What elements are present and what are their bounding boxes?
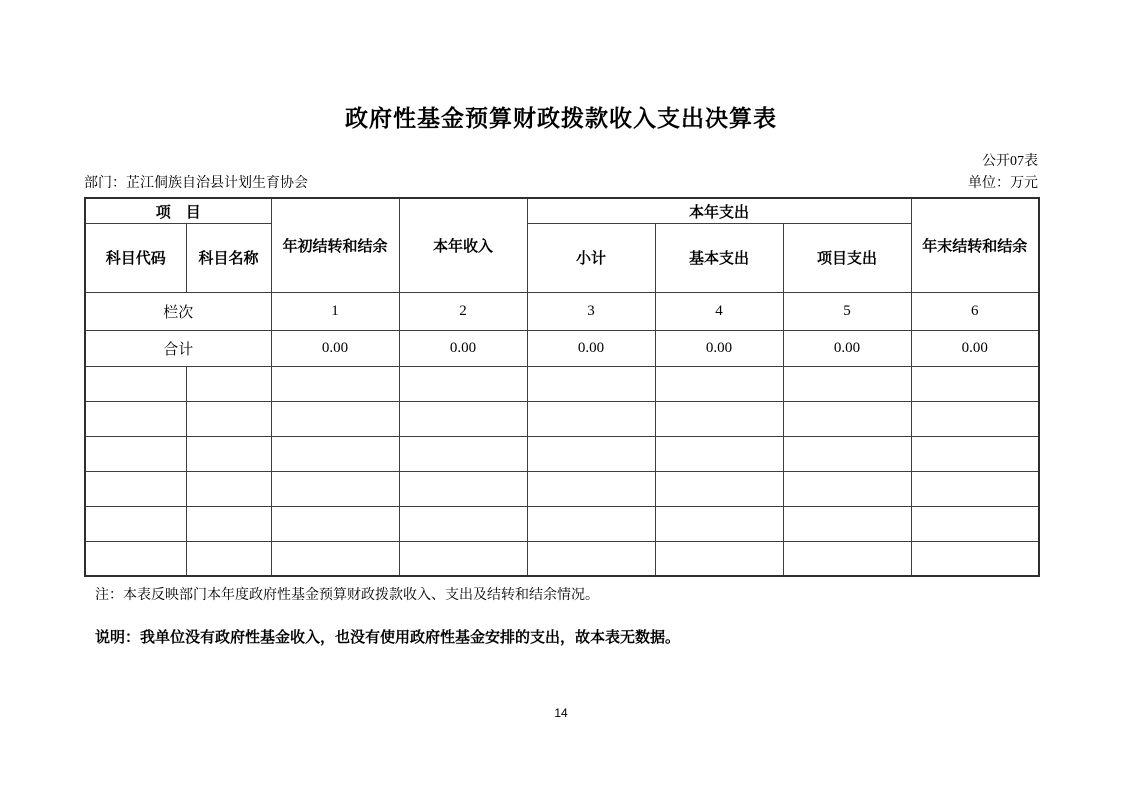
page-number: 14 bbox=[554, 705, 568, 720]
total-label: 合计 bbox=[85, 330, 271, 366]
header-ending-balance: 年末结转和结余 bbox=[911, 198, 1039, 292]
unit-line bbox=[968, 176, 1038, 193]
department-label: 部门： bbox=[84, 175, 126, 191]
empty-table-row bbox=[85, 401, 1039, 436]
header-current-year-expenditure: 本年支出 bbox=[527, 198, 911, 223]
empty-table-row bbox=[85, 436, 1039, 471]
empty-table-row bbox=[85, 506, 1039, 541]
statement-note: 说明：我单位没有政府性基金收入，也没有使用政府性基金安排的支出，故本表无数据。 bbox=[95, 628, 681, 646]
total-value-6: 0.00 bbox=[911, 330, 1039, 366]
total-value-2: 0.00 bbox=[399, 330, 527, 366]
department-line bbox=[84, 176, 308, 193]
column-index-5: 5 bbox=[783, 292, 911, 330]
department-value: 芷江侗族自治县计划生育协会 bbox=[126, 175, 308, 191]
total-value-5: 0.00 bbox=[783, 330, 911, 366]
column-index-row bbox=[85, 292, 1039, 330]
column-index-2: 2 bbox=[399, 292, 527, 330]
budget-table bbox=[84, 197, 1040, 577]
header-current-year-income: 本年收入 bbox=[399, 198, 527, 292]
header-item-group: 项 目 bbox=[85, 198, 271, 223]
table-code: 公开07表 bbox=[982, 153, 1038, 169]
empty-table-row bbox=[85, 366, 1039, 401]
column-index-1: 1 bbox=[271, 292, 399, 330]
header-row-2 bbox=[85, 223, 1039, 292]
total-value-1: 0.00 bbox=[271, 330, 399, 366]
total-value-3: 0.00 bbox=[527, 330, 655, 366]
column-index-4: 4 bbox=[655, 292, 783, 330]
table-note: 注：本表反映部门本年度政府性基金预算财政拨款收入、支出及结转和结余情况。 bbox=[95, 588, 599, 604]
total-row bbox=[85, 330, 1039, 366]
total-value-4: 0.00 bbox=[655, 330, 783, 366]
header-subtotal: 小计 bbox=[527, 223, 655, 292]
column-index-label: 栏次 bbox=[85, 292, 271, 330]
header-subject-code: 科目代码 bbox=[85, 223, 186, 292]
column-index-6: 6 bbox=[911, 292, 1039, 330]
header-subject-name: 科目名称 bbox=[186, 223, 271, 292]
unit-value: 万元 bbox=[1010, 175, 1038, 191]
column-index-3: 3 bbox=[527, 292, 655, 330]
header-basic-expenditure: 基本支出 bbox=[655, 223, 783, 292]
page-title: 政府性基金预算财政拨款收入支出决算表 bbox=[345, 105, 777, 131]
empty-table-row bbox=[85, 471, 1039, 506]
empty-table-row bbox=[85, 541, 1039, 576]
header-beginning-balance: 年初结转和结余 bbox=[271, 198, 399, 292]
unit-label: 单位： bbox=[968, 175, 1010, 191]
header-project-expenditure: 项目支出 bbox=[783, 223, 911, 292]
header-row-1 bbox=[85, 198, 1039, 223]
meta-row bbox=[84, 176, 1038, 193]
